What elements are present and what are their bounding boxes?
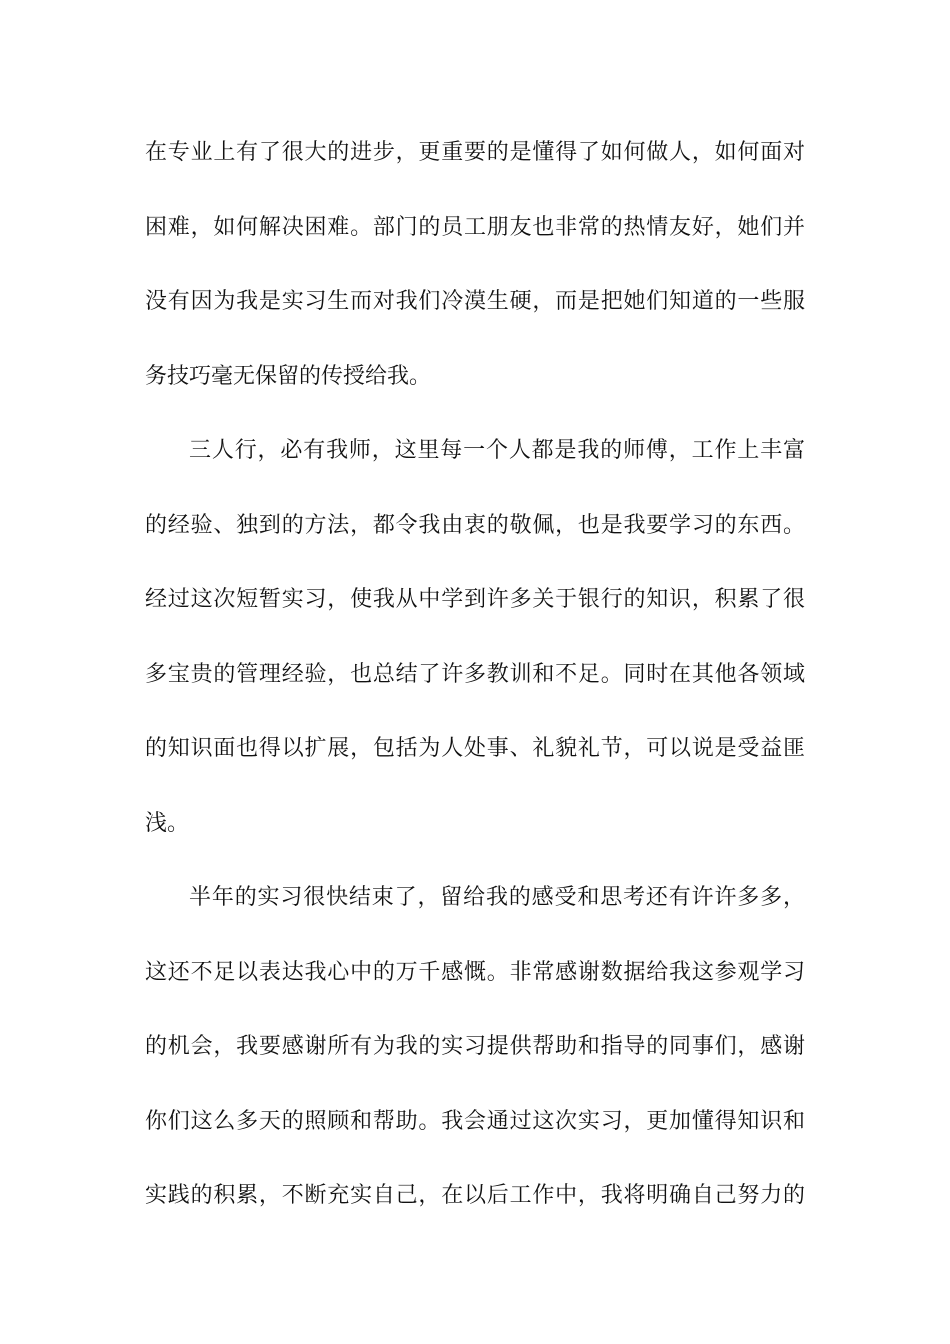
paragraph-1 [145,128,805,426]
paragraph-2-line-4: 多宝贵的管理经验，也总结了许多教训和不足。同时在其他各领域 [145,661,805,687]
paragraph-3-line-2: 这还不足以表达我心中的万千感慨。非常感谢数据给我这参观学习 [145,959,805,985]
paragraph-3 [145,873,805,1246]
paragraph-1-line-2: 困难，如何解决困难。部门的员工朋友也非常的热情友好，她们并 [145,214,805,240]
paragraph-3-line-1: 半年的实习很快结束了，留给我的感受和思考还有许许多多， [189,885,805,910]
paragraph-2 [145,426,805,873]
paragraph-2-line-5: 的知识面也得以扩展，包括为人处事、礼貌礼节，可以说是受益匪 [145,736,805,761]
paragraph-1-line-4: 务技巧毫无保留的传授给我。 [145,363,432,389]
paragraph-3-line-3: 的机会，我要感谢所有为我的实习提供帮助和指导的同事们，感谢 [145,1034,805,1059]
document-body [145,128,805,1246]
paragraph-2-line-2: 的经验、独到的方法，都令我由衷的敬佩，也是我要学习的东西。 [145,512,805,538]
paragraph-2-line-3: 经过这次短暂实习，使我从中学到许多关于银行的知识，积累了很 [145,587,805,612]
paragraph-1-line-3: 没有因为我是实习生而对我们冷漠生硬，而是把她们知道的一些服 [145,289,805,314]
paragraph-3-line-5: 实践的积累，不断充实自己，在以后工作中，我将明确自己努力的 [145,1183,805,1208]
paragraph-1-line-1: 在专业上有了很大的进步，更重要的是懂得了如何做人，如何面对 [145,140,805,165]
paragraph-2-line-1: 三人行，必有我师，这里每一个人都是我的师傅，工作上丰富 [189,438,805,463]
paragraph-2-line-6: 浅。 [145,810,190,836]
paragraph-3-line-4: 你们这么多天的照顾和帮助。我会通过这次实习，更加懂得知识和 [145,1108,805,1134]
